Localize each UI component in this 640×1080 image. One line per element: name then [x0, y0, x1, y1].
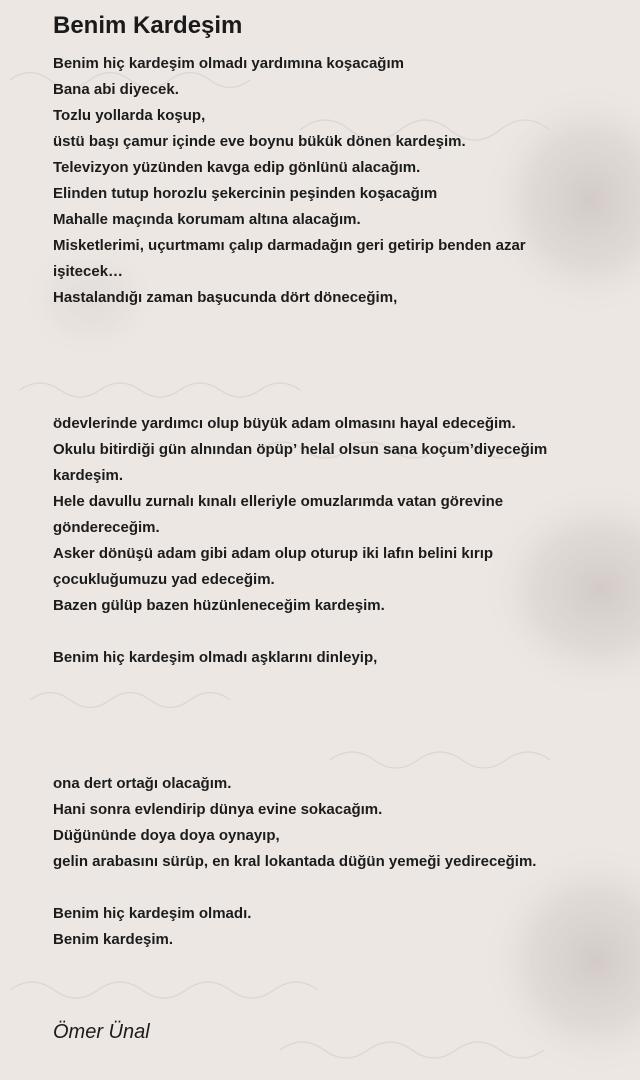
poem-line: Hastalandığı zaman başucunda dört döneceğim,	[53, 289, 398, 306]
poem-line: Benim kardeşim.	[53, 931, 174, 948]
poem-line: Okulu bitirdiği gün alnından öpüp’ helal olsun sana koçum’diyeceğim	[53, 441, 548, 458]
poem-line: Düğününde doya doya oynayıp,	[53, 827, 280, 844]
poem-line: Misketlerimi, uçurtmamı çalıp darmadağın geri getirip benden azar	[53, 237, 526, 254]
poem-line: ödevlerinde yardımcı olup büyük adam olmasını hayal edeceğim.	[53, 415, 516, 432]
poem-line: göndereceğim.	[53, 519, 160, 536]
poem-line: Asker dönüşü adam gibi adam olup oturup iki lafın belini kırıp	[53, 545, 494, 562]
poem-line: Benim hiç kardeşim olmadı aşklarını dinleyip,	[53, 649, 378, 666]
poem-line: Tozlu yollarda koşup,	[53, 107, 206, 124]
poem-block-3	[53, 771, 613, 953]
poem-line: Elinden tutup horozlu şekercinin peşinden koşacağım	[53, 185, 438, 202]
poem-line: Benim hiç kardeşim olmadı.	[53, 905, 252, 922]
poem-line: Hani sonra evlendirip dünya evine sokacağım.	[53, 801, 383, 818]
poem-line	[53, 619, 613, 645]
poem-line: çocukluğumuzu yad edeceğim.	[53, 571, 275, 588]
poem-line: Televizyon yüzünden kavga edip gönlünü alacağım.	[53, 159, 421, 176]
poem-block-2	[53, 411, 613, 671]
poem-line: gelin arabasını sürüp, en kral lokantada düğün yemeği yedireceğim.	[53, 853, 537, 870]
poem-line: üstü başı çamur içinde eve boynu bükük dönen kardeşim.	[53, 133, 466, 150]
poem-block-1	[53, 51, 613, 311]
poem-line: Hele davullu zurnalı kınalı elleriyle omuzlarımda vatan görevine	[53, 493, 504, 510]
poem-author: Ömer Ünal	[53, 1021, 150, 1043]
poem-line: Bazen gülüp bazen hüzünleneceğim kardeşim.	[53, 597, 385, 614]
poem-line: Benim hiç kardeşim olmadı yardımına koşacağım	[53, 55, 404, 72]
poem-line: işitecek…	[53, 263, 124, 280]
poem-title: Benim Kardeşim	[53, 12, 243, 39]
poem-line: ona dert ortağı olacağım.	[53, 775, 232, 792]
poem-line	[53, 875, 613, 901]
poem-line: Mahalle maçında korumam altına alacağım.	[53, 211, 361, 228]
poem-line: Bana abi diyecek.	[53, 81, 179, 98]
poem-line: kardeşim.	[53, 467, 124, 484]
